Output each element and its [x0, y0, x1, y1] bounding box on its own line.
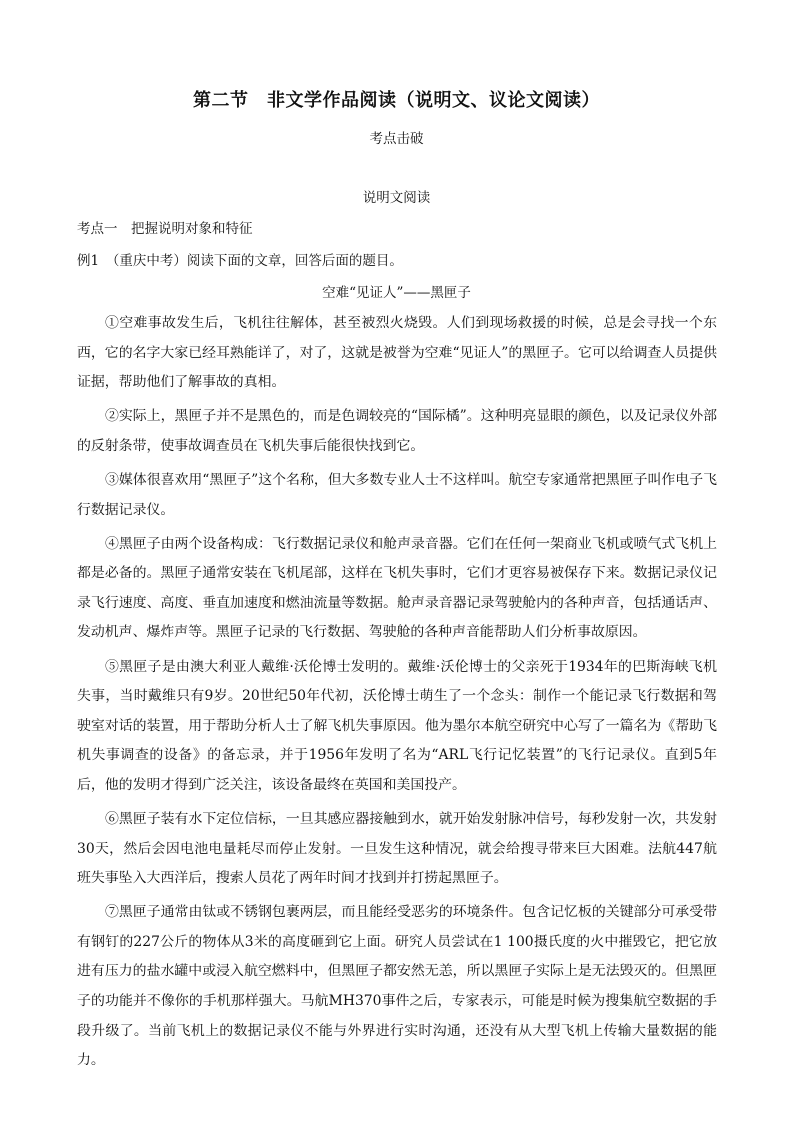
article-body: [77, 309, 717, 1080]
section-heading: 说明文阅读: [362, 190, 431, 206]
page-title: 第二节 非文学作品阅读（说明文、议论文阅读）: [193, 90, 600, 111]
paragraph-7: ⑦黑匣子通常由钛或不锈钢包裹两层，而且能经受恶劣的环境条件。包含记忆板的关键部分可承受带有钢钉的227公斤的物体从3米的高度砸到它上面。研究人员尝试在1 100摄氏度的火中摧毁它，把它放进有压力的盐水罐中或浸入航空燃料中，但黑匣子都安然无恙，所以黑匣子实际上是无法毁灭的。但黑匣子的功能并不像你的手机那样强大。马航MH370事件之后，专家表示，可能是时候为搜集航空数据的手段升级了。当前飞机上的数据记录仪不能与外界进行实时沟通，还没有从大型飞机上传输大量数据的能力。: [77, 904, 717, 1069]
paragraph-6: ⑥黑匣子装有水下定位信标，一旦其感应器接触到水，就开始发射脉冲信号，每秒发射一次，共发射30天，然后会因电池电量耗尽而停止发射。一旦发生这种情况，就会给搜寻带来巨大困难。法航447航班失事坠入大西洋后，搜索人员花了两年时间才找到并打捞起黑匣子。: [77, 811, 717, 887]
paragraph-3: ③媒体很喜欢用“黑匣子”这个名称，但大多数专业人士不这样叫。航空专家通常把黑匣子叫作电子飞行数据记录仪。: [77, 471, 717, 518]
paragraph-4: ④黑匣子由两个设备构成：飞行数据记录仪和舱声录音器。它们在任何一架商业飞机或喷气式飞机上都是必备的。黑匣子通常安装在飞机尾部，这样在飞机失事时，它们才更容易被保存下来。数据记录仪记录飞行速度、高度、垂直加速度和燃油流量等数据。舱声录音器记录驾驶舱内的各种声音，包括通话声、发动机声、爆炸声等。黑匣子记录的飞行数据、驾驶舱的各种声音能帮助人们分析事故原因。: [77, 535, 717, 641]
paragraph-2: ②实际上，黑匣子并不是黑色的，而是色调较亮的“国际橘”。这种明亮显眼的颜色，以及记录仪外部的反射条带，使事故调查员在飞机失事后能很快找到它。: [77, 408, 717, 454]
example-prompt: 例1 （重庆中考）阅读下面的文章，回答后面的题目。: [77, 253, 403, 269]
page-subtitle: 考点击破: [369, 131, 424, 147]
topic-heading: 考点一 把握说明对象和特征: [77, 221, 253, 237]
article-title: 空难“见证人”——黑匣子: [322, 285, 471, 301]
paragraph-1: ①空难事故发生后，飞机往往解体，甚至被烈火烧毁。人们到现场救援的时候，总是会寻找一个东西，它的名字大家已经耳熟能详了，对了，这就是被誉为空难“见证人”的黑匣子。它可以给调查人员提供证据，帮助他们了解事故的真相。: [77, 315, 717, 391]
paragraph-5: ⑤黑匣子是由澳大利亚人戴维·沃伦博士发明的。戴维·沃伦博士的父亲死于1934年的巴斯海峡飞机失事，当时戴维只有9岁。20世纪50年代初，沃伦博士萌生了一个念头：制作一个能记录飞行数据和驾驶室对话的装置，用于帮助分析人士了解飞机失事原因。他为墨尔本航空研究中心写了一篇名为《帮助飞机失事调查的设备》的备忘录，并于1956年发明了名为“ARL飞行记忆装置”的飞行记录仪。直到5年后，他的发明才得到广泛关注，该设备最终在英国和美国投产。: [77, 658, 717, 793]
